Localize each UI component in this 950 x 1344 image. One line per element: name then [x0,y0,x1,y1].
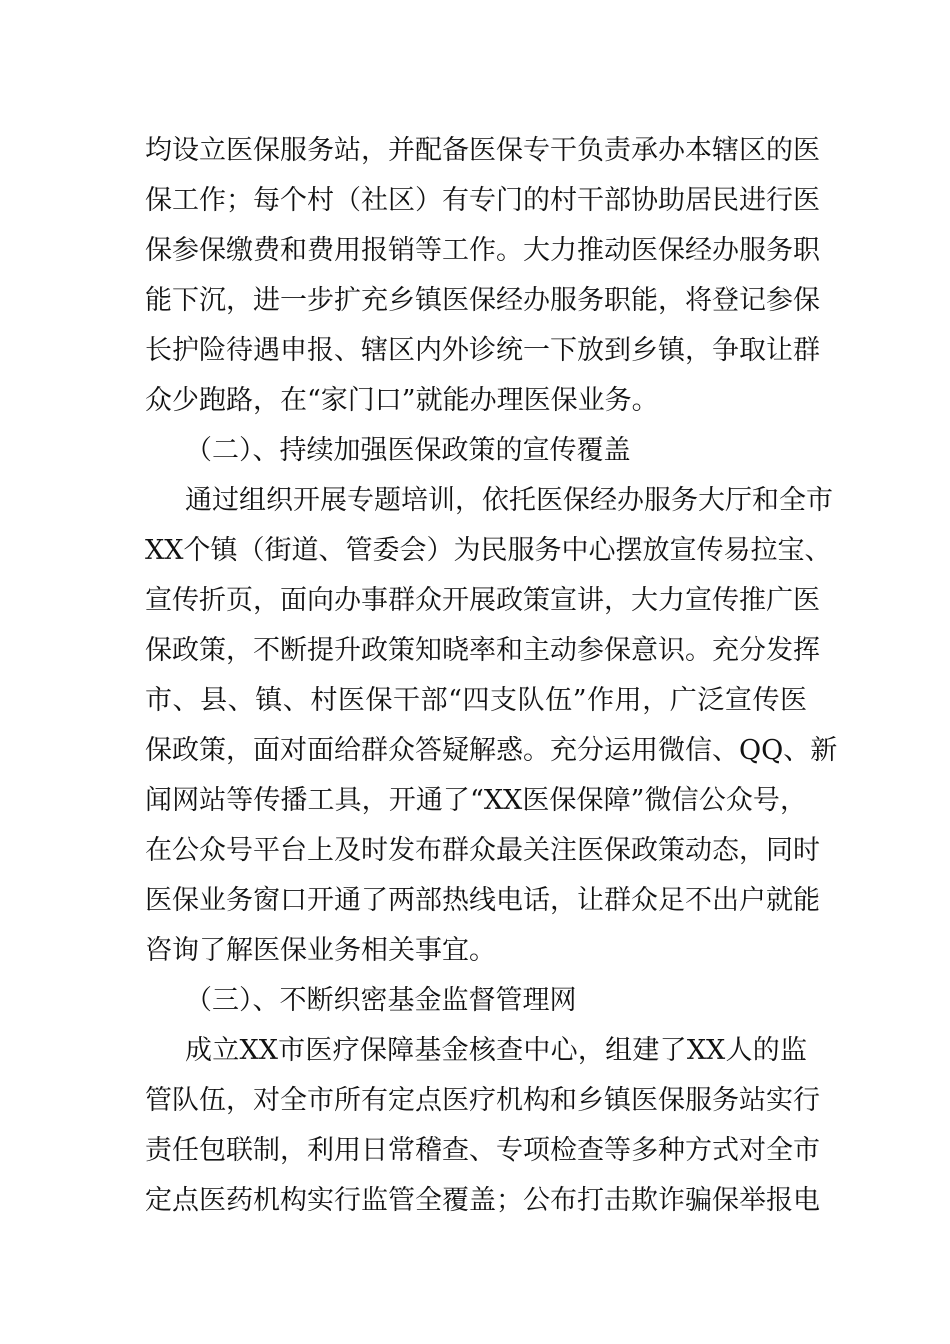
text-line: XX个镇（街道、管委会）为民服务中心摆放宣传易拉宝、 [145,535,832,566]
text-line: 保工作；每个村（社区）有专门的村干部协助居民进行医 [145,185,820,216]
text-line: 市、县、镇、村医保干部“四支队伍”作用，广泛宣传医 [145,685,807,716]
text-line: 保政策，面对面给群众答疑解惑。充分运用微信、QQ、新 [145,735,838,766]
text-line: 保参保缴费和费用报销等工作。大力推动医保经办服务职 [145,235,820,266]
text-line: 管队伍，对全市所有定点医疗机构和乡镇医保服务站实行 [145,1085,820,1116]
text-line: 宣传折页，面向办事群众开展政策宣讲，大力宣传推广医 [145,585,820,616]
section-heading-2: （二）、持续加强医保政策的宣传覆盖 [185,435,631,466]
section-heading-3: （三）、不断织密基金监督管理网 [185,985,577,1016]
text-line: 咨询了解医保业务相关事宜。 [145,935,496,966]
text-line: 定点医药机构实行监管全覆盖；公布打击欺诈骗保举报电 [145,1185,820,1216]
text-line: 医保业务窗口开通了两部热线电话，让群众足不出户就能 [145,885,820,916]
text-line: 能下沉，进一步扩充乡镇医保经办服务职能，将登记参保 [145,285,820,316]
text-line: 成立XX市医疗保障基金核查中心，组建了XX人的监 [185,1035,807,1066]
document-body [145,126,838,1226]
text-line: 闻网站等传播工具，开通了“XX医保保障”微信公众号， [145,785,807,816]
text-line: 责任包联制，利用日常稽查、专项检查等多种方式对全市 [145,1135,820,1166]
text-line: 在公众号平台上及时发布群众最关注医保政策动态，同时 [145,835,820,866]
text-line: 众少跑路，在“家门口”就能办理医保业务。 [145,385,659,416]
text-line: 长护险待遇申报、辖区内外诊统一下放到乡镇，争取让群 [145,335,820,366]
text-line: 通过组织开展专题培训，依托医保经办服务大厅和全市 [185,485,833,516]
text-line: 保政策，不断提升政策知晓率和主动参保意识。充分发挥 [145,635,820,666]
text-line: 均设立医保服务站，并配备医保专干负责承办本辖区的医 [145,135,820,166]
